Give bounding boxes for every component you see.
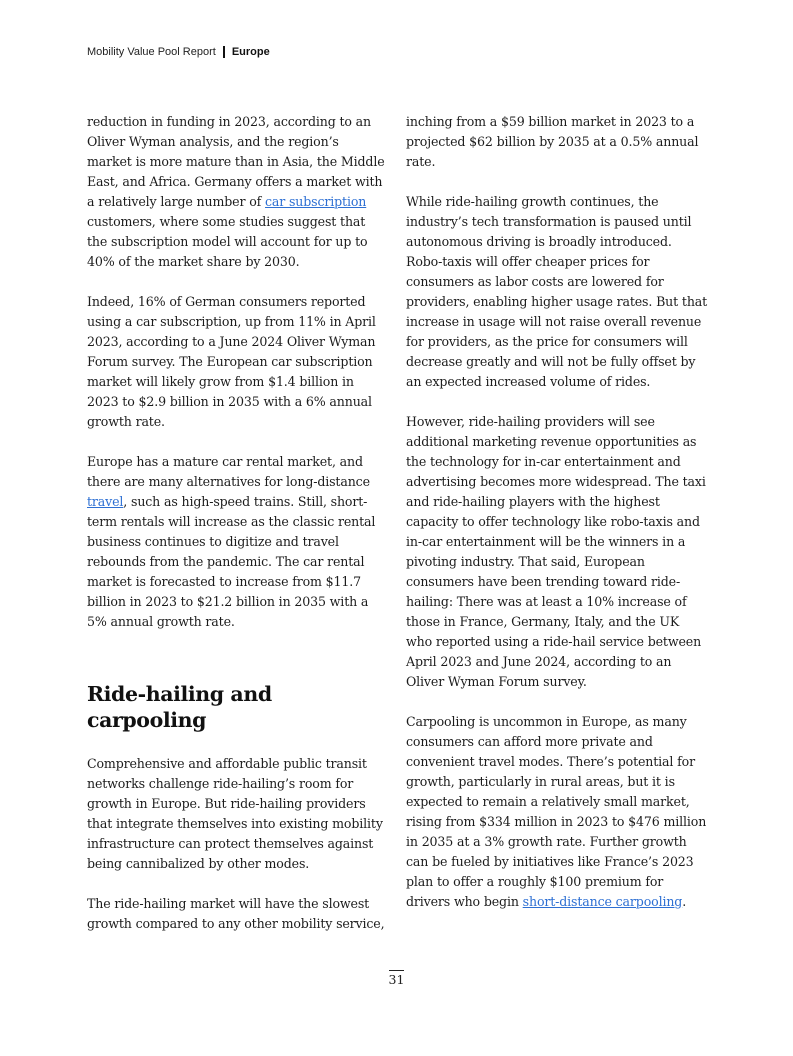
- paragraph: inching from a $59 billion market in 2023 to a projected $62 billion by 2035 at a 0.5% annual rate.: [406, 114, 699, 169]
- section-heading: Ride-hailing and carpooling: [87, 682, 272, 732]
- page-number: 31: [388, 972, 405, 987]
- paragraph: However, ride-hailing providers will see additional marketing revenue opportunities as the technology for in-car entertainment and advertising becomes more widespread. The taxi and ride-hailing players with the highest capacity to offer technology like robo-taxis and in-car entertainment will be the winners in a pivoting industry. That said, European consumers have been trending toward ride-hailing: There was at least a 10% increase of those in France, Germany, Italy, and the UK who reported using a ride-hail service between April 2023 and June 2024, according to an Oliver Wyman Forum survey.: [406, 414, 706, 689]
- travel-link[interactable]: travel: [87, 494, 124, 509]
- paragraph: Europe has a mature car rental market, and there are many alternatives for long-distance travel, such as high-speed trains. Still, short-term rentals will increase as the classic rental business continues to digitize and travel rebounds from the pandemic. The car rental market is forecasted to increase from $11.7 billion in 2023 to $21.2 billion in 2035 with a 5% annual growth rate.: [87, 454, 376, 629]
- right-column: [406, 112, 708, 912]
- report-title: Mobility Value Pool Report: [87, 46, 216, 58]
- header-divider: [223, 46, 225, 58]
- car-subscription-link[interactable]: car subscription: [265, 194, 367, 209]
- short-distance-carpooling-link[interactable]: short-distance carpooling: [522, 894, 683, 909]
- running-header: [87, 46, 270, 58]
- paragraph: While ride-hailing growth continues, the industry’s tech transformation is paused until autonomous driving is broadly introduced. Robo-taxis will offer cheaper prices for consumers as labor costs are lowered for providers, enabling higher usage rates. But that increase in usage will not raise overall revenue for providers, as the price for consumers will decrease greatly and will not be fully offset by an expected increased volume of rides.: [406, 194, 708, 389]
- paragraph: reduction in funding in 2023, according to an Oliver Wyman analysis, and the region’s market is more mature than in Asia, the Middle East, and Africa. Germany offers a market with a relatively large number of car subscription customers, where some studies suggest that the subscription model will account for up to 40% of the market share by 2030.: [87, 114, 385, 269]
- paragraph: The ride-hailing market will have the slowest growth compared to any other mobility service,: [87, 896, 385, 931]
- left-column: [87, 112, 387, 934]
- paragraph: Carpooling is uncommon in Europe, as many consumers can afford more private and convenient travel modes. There’s potential for growth, particularly in rural areas, but it is expected to remain a relatively small market, rising from $334 million in 2023 to $476 million in 2035 at a 3% growth rate. Further growth can be fueled by initiatives like France’s 2023 plan to offer a roughly $100 premium for drivers who begin short-distance carpooling.: [406, 714, 707, 909]
- region-label: Europe: [231, 46, 270, 58]
- paragraph: Comprehensive and affordable public transit networks challenge ride-hailing’s room for growth in Europe. But ride-hailing providers that integrate themselves into existing mobility infrastructure can protect themselves against being cannibalized by other modes.: [87, 756, 383, 871]
- paragraph: Indeed, 16% of German consumers reported using a car subscription, up from 11% in April 2023, according to a June 2024 Oliver Wyman Forum survey. The European car subscription market will likely grow from $1.4 billion in 2023 to $2.9 billion in 2035 with a 6% annual growth rate.: [87, 294, 376, 429]
